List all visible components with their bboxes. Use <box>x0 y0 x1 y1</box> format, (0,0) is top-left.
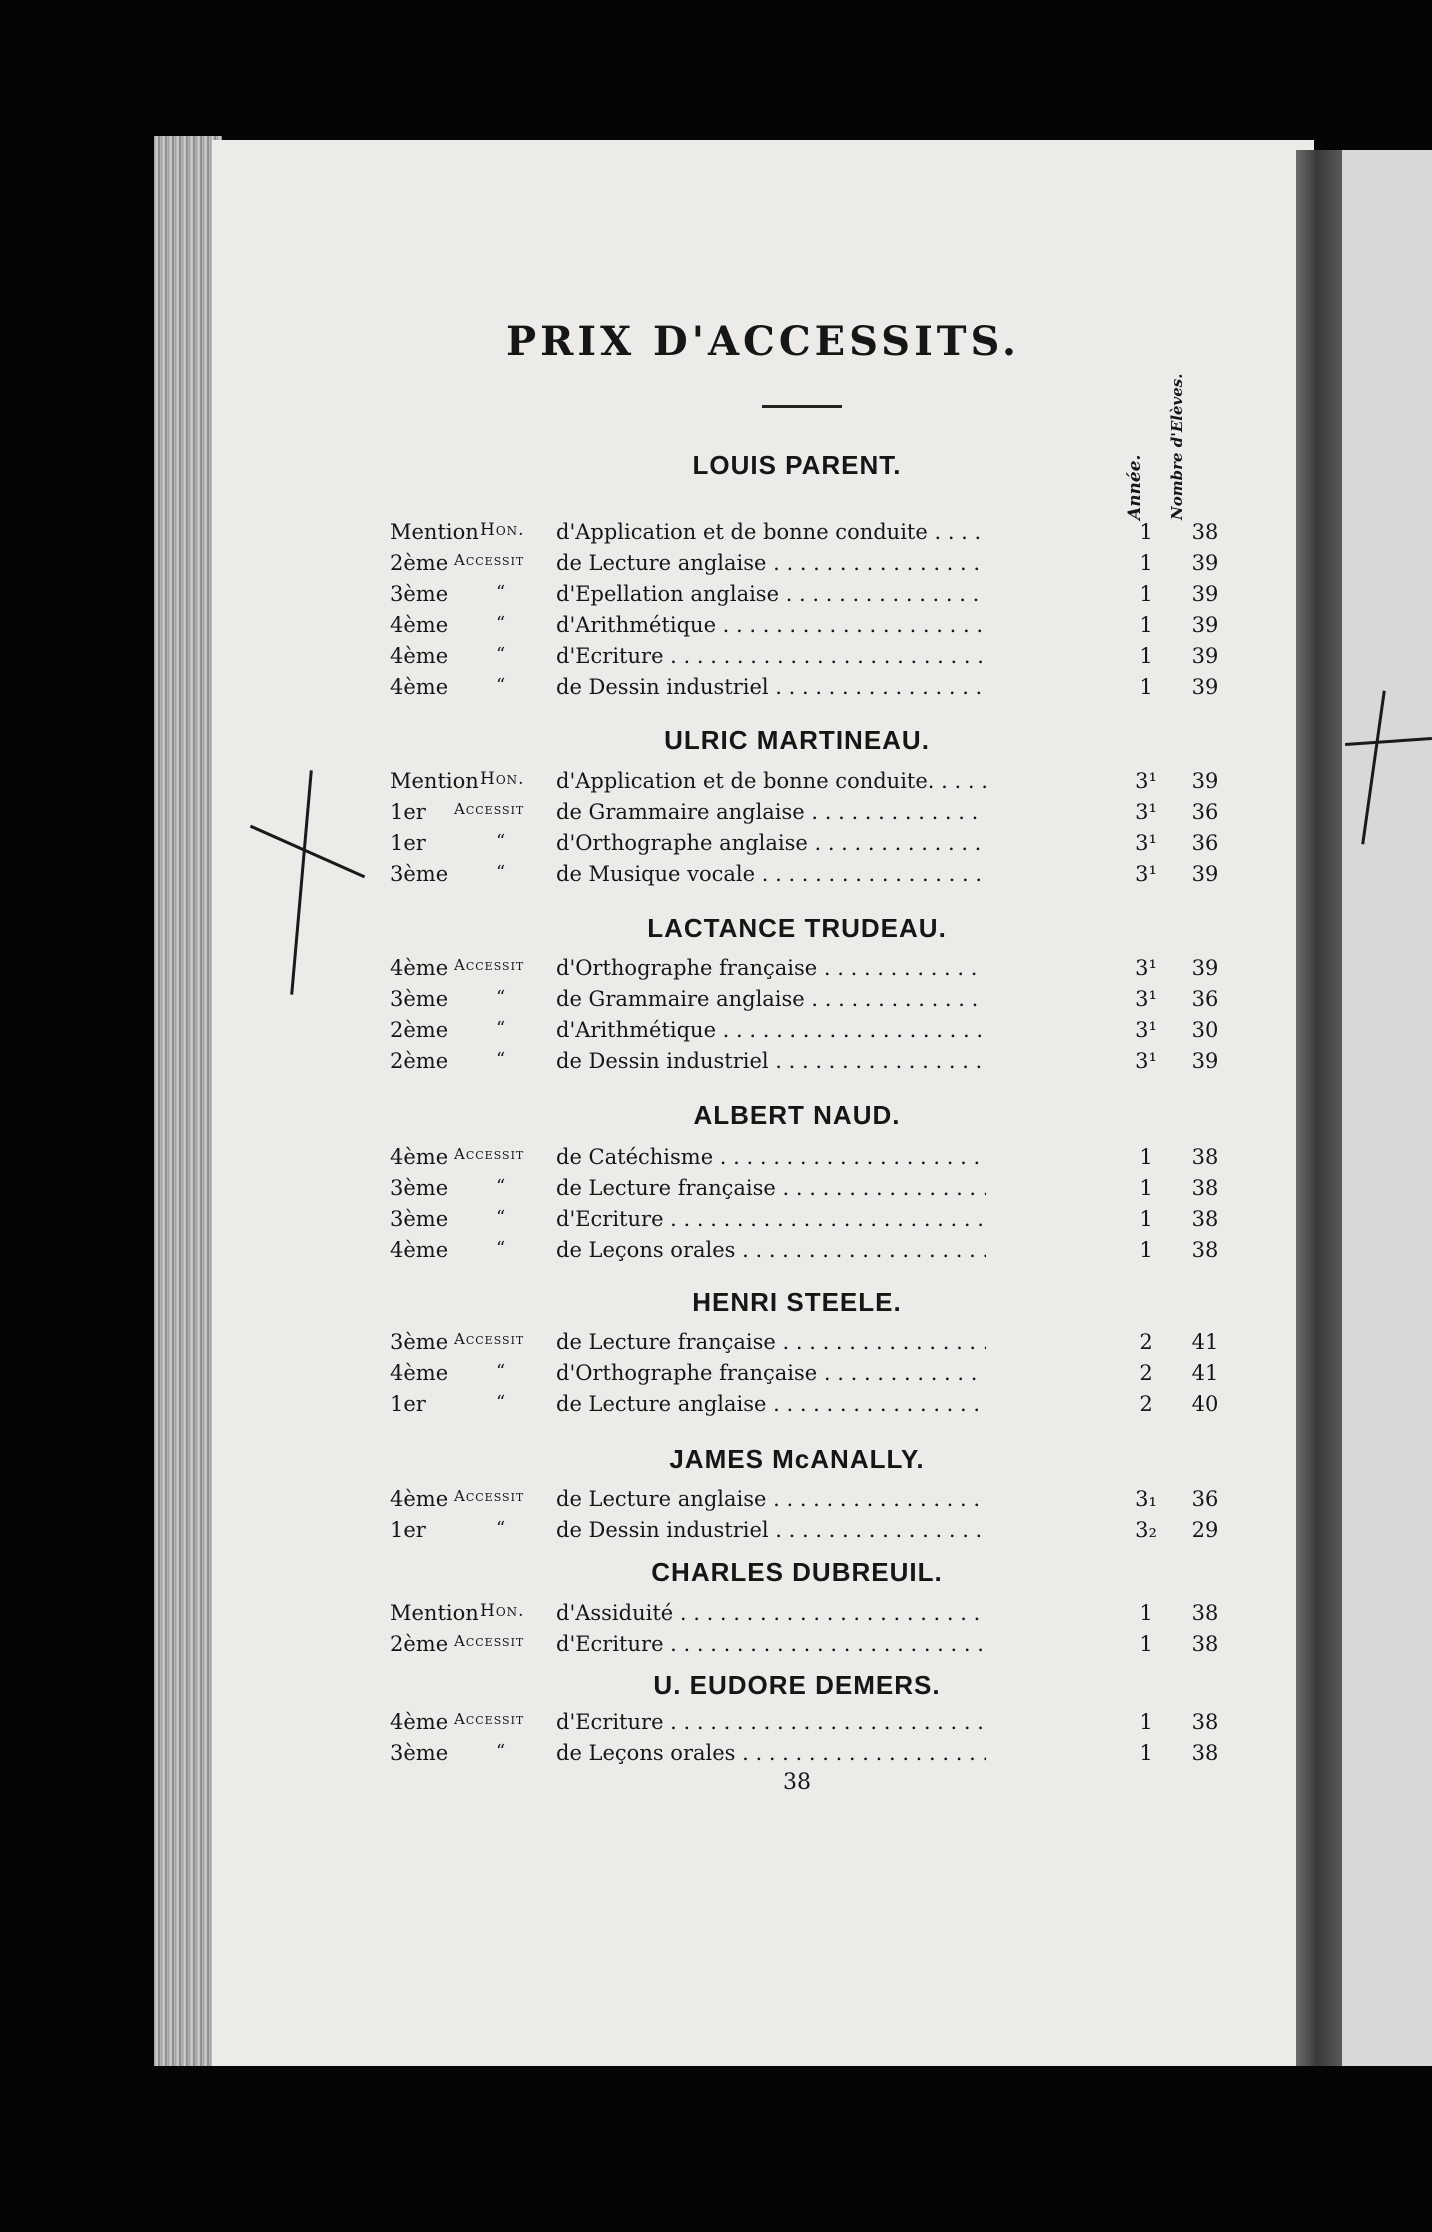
year-value: 3¹ <box>1135 862 1157 886</box>
student-count: 39 <box>1191 551 1219 575</box>
prize-type: Hon. <box>480 520 525 540</box>
rank-label: 3ème <box>390 582 449 606</box>
student-name: ULRIC MARTINEAU. <box>664 725 930 755</box>
prize-type: Hon. <box>480 1601 525 1621</box>
prize-subject: de Lecture française . . . <box>556 1330 986 1354</box>
prize-subject: de Lecture anglaise . . . <box>556 551 986 575</box>
prize-row <box>390 1207 1219 1237</box>
prize-row <box>390 1518 1219 1548</box>
prize-type: Accessit <box>454 956 525 974</box>
year-column-header: Année. <box>1125 454 1145 520</box>
rank-label: 2ème <box>390 1049 449 1073</box>
prize-subject: de Dessin industriel . . . <box>556 675 986 699</box>
prize-row <box>390 1049 1219 1079</box>
prize-type: “ <box>496 582 506 603</box>
student-count: 39 <box>1191 769 1219 793</box>
prize-type: “ <box>496 1238 506 1259</box>
prize-row <box>390 644 1219 674</box>
prize-subject: de Musique vocale . . . <box>556 862 986 886</box>
year-value: 2 <box>1139 1330 1153 1354</box>
student-count: 38 <box>1191 1207 1219 1231</box>
prize-row <box>390 862 1219 892</box>
student-count: 39 <box>1191 582 1219 606</box>
year-value: 3¹ <box>1135 956 1157 980</box>
prize-subject: de Lecture anglaise . . . <box>556 1392 986 1416</box>
prize-row <box>390 1601 1219 1631</box>
prize-subject: de Lecture anglaise . . . <box>556 1487 986 1511</box>
year-value: 3¹ <box>1135 831 1157 855</box>
prize-row <box>390 1361 1219 1391</box>
student-name: ALBERT NAUD. <box>693 1100 901 1130</box>
prize-subject: de Catéchisme . . . <box>556 1145 986 1169</box>
year-value: 1 <box>1139 551 1153 575</box>
student-count: 38 <box>1191 1710 1219 1734</box>
year-value: 1 <box>1139 1741 1153 1765</box>
rank-label: 3ème <box>390 862 449 886</box>
student-count: 40 <box>1191 1392 1219 1416</box>
prize-subject: d'Orthographe anglaise . . . <box>556 831 986 855</box>
rank-label: 2ème <box>390 1018 449 1042</box>
prize-subject: d'Ecriture . . . <box>556 1632 986 1656</box>
prize-type: Accessit <box>454 1632 525 1650</box>
rank-label: 2ème <box>390 1632 449 1656</box>
rank-label: 3ème <box>390 1207 449 1231</box>
prize-type: “ <box>496 675 506 696</box>
student-count: 38 <box>1191 1601 1219 1625</box>
student-count: 38 <box>1191 1176 1219 1200</box>
rank-label: Mention <box>390 769 479 793</box>
prize-subject: de Grammaire anglaise . . . <box>556 800 986 824</box>
student-count: 36 <box>1191 800 1219 824</box>
student-count: 39 <box>1191 862 1219 886</box>
prize-subject: d'Assiduité . . . <box>556 1601 986 1625</box>
prize-row <box>390 1238 1219 1268</box>
year-value: 3¹ <box>1135 769 1157 793</box>
rank-label: 4ème <box>390 1145 449 1169</box>
year-value: 1 <box>1139 582 1153 606</box>
student-count: 39 <box>1191 613 1219 637</box>
student-count: 39 <box>1191 956 1219 980</box>
year-value: 1 <box>1139 675 1153 699</box>
prize-type: “ <box>496 831 506 852</box>
prize-subject: d'Ecriture . . . <box>556 1710 986 1734</box>
year-value: 1 <box>1139 1207 1153 1231</box>
rank-label: 3ème <box>390 1741 449 1765</box>
rank-label: 1er <box>390 800 426 824</box>
year-value: 2 <box>1139 1361 1153 1385</box>
prize-type: “ <box>496 644 506 665</box>
prize-type: “ <box>496 1518 506 1539</box>
student-name: U. EUDORE DEMERS. <box>653 1670 941 1700</box>
prize-type: “ <box>496 1018 506 1039</box>
student-count: 38 <box>1191 520 1219 544</box>
prize-type: Accessit <box>454 1330 525 1348</box>
prize-row <box>390 520 1219 550</box>
prize-subject: d'Arithmétique . . . <box>556 1018 986 1042</box>
prize-row <box>390 1741 1219 1771</box>
rank-label: 4ème <box>390 613 449 637</box>
rank-label: 4ème <box>390 1361 449 1385</box>
prize-type: “ <box>496 613 506 634</box>
prize-row <box>390 1632 1219 1662</box>
rank-label: 4ème <box>390 675 449 699</box>
prize-row <box>390 800 1219 830</box>
prize-type: Accessit <box>454 551 525 569</box>
students-column-header: Nombre d'Elèves. <box>1168 373 1186 520</box>
prize-type: Accessit <box>454 800 525 818</box>
student-count: 36 <box>1191 987 1219 1011</box>
student-name: LOUIS PARENT. <box>692 450 902 480</box>
year-value: 1 <box>1139 1176 1153 1200</box>
prize-row <box>390 1176 1219 1206</box>
prize-type: “ <box>496 1361 506 1382</box>
prize-type: “ <box>496 1741 506 1762</box>
year-value: 3¹ <box>1135 1049 1157 1073</box>
prize-subject: d'Application et de bonne conduite . . . <box>556 520 986 544</box>
rank-label: 3ème <box>390 987 449 1011</box>
student-count: 36 <box>1191 1487 1219 1511</box>
year-value: 2 <box>1139 1392 1153 1416</box>
prize-row <box>390 613 1219 643</box>
rank-label: 4ème <box>390 1238 449 1262</box>
prize-row <box>390 769 1219 799</box>
prize-type: “ <box>496 987 506 1008</box>
student-count: 38 <box>1191 1632 1219 1656</box>
prize-type: “ <box>496 1049 506 1070</box>
prize-subject: de Dessin industriel . . . <box>556 1518 986 1542</box>
prize-type: Accessit <box>454 1710 525 1728</box>
prize-row <box>390 675 1219 705</box>
student-count: 30 <box>1191 1018 1219 1042</box>
prize-row <box>390 582 1219 612</box>
student-count: 39 <box>1191 644 1219 668</box>
rank-label: 3ème <box>390 1330 449 1354</box>
page-title: PRIX D'ACCESSITS. <box>506 318 1020 365</box>
prize-row <box>390 831 1219 861</box>
student-name: JAMES McANALLY. <box>669 1444 925 1474</box>
year-value: 1 <box>1139 520 1153 544</box>
student-count: 29 <box>1191 1518 1219 1542</box>
prize-subject: d'Application et de bonne conduite. . . . <box>556 769 986 793</box>
prize-subject: d'Ecriture . . . <box>556 1207 986 1231</box>
prize-type: “ <box>496 862 506 883</box>
prize-subject: de Leçons orales . . . <box>556 1741 986 1765</box>
prize-row <box>390 1487 1219 1517</box>
year-value: 3¹ <box>1135 987 1157 1011</box>
prize-type: Accessit <box>454 1487 525 1505</box>
year-value: 1 <box>1139 1632 1153 1656</box>
student-count: 38 <box>1191 1741 1219 1765</box>
rank-label: 4ème <box>390 644 449 668</box>
rank-label: Mention <box>390 1601 479 1625</box>
year-value: 1 <box>1139 1145 1153 1169</box>
prize-row <box>390 1392 1219 1422</box>
prize-subject: d'Arithmétique . . . <box>556 613 986 637</box>
prize-row <box>390 1145 1219 1175</box>
prize-type: “ <box>496 1207 506 1228</box>
rank-label: 1er <box>390 1392 426 1416</box>
rank-label: 3ème <box>390 1176 449 1200</box>
prize-subject: de Dessin industriel . . . <box>556 1049 986 1073</box>
rank-label: 4ème <box>390 1710 449 1734</box>
student-count: 41 <box>1191 1361 1219 1385</box>
rank-label: Mention <box>390 520 479 544</box>
prize-row <box>390 956 1219 986</box>
year-value: 3¹ <box>1135 800 1157 824</box>
prize-subject: de Lecture française . . . <box>556 1176 986 1200</box>
title-rule <box>762 405 842 408</box>
student-name: LACTANCE TRUDEAU. <box>647 913 947 943</box>
prize-subject: d'Orthographe française . . . <box>556 956 986 980</box>
student-name: HENRI STEELE. <box>692 1287 902 1317</box>
prize-row <box>390 987 1219 1017</box>
student-count: 36 <box>1191 831 1219 855</box>
prize-subject: d'Orthographe française . . . <box>556 1361 986 1385</box>
prize-type: “ <box>496 1392 506 1413</box>
prize-type: Hon. <box>480 769 525 789</box>
rank-label: 2ème <box>390 551 449 575</box>
prize-subject: de Grammaire anglaise . . . <box>556 987 986 1011</box>
student-count: 41 <box>1191 1330 1219 1354</box>
prize-row <box>390 1018 1219 1048</box>
year-value: 1 <box>1139 1238 1153 1262</box>
year-value: 3¹ <box>1135 1018 1157 1042</box>
student-count: 38 <box>1191 1145 1219 1169</box>
student-count: 39 <box>1191 675 1219 699</box>
rank-label: 1er <box>390 1518 426 1542</box>
rank-label: 4ème <box>390 1487 449 1511</box>
year-value: 1 <box>1139 613 1153 637</box>
rank-label: 4ème <box>390 956 449 980</box>
student-count: 39 <box>1191 1049 1219 1073</box>
prize-row <box>390 1330 1219 1360</box>
prize-type: Accessit <box>454 1145 525 1163</box>
prize-row <box>390 1710 1219 1740</box>
year-value: 1 <box>1139 1601 1153 1625</box>
rank-label: 1er <box>390 831 426 855</box>
year-value: 1 <box>1139 644 1153 668</box>
prize-subject: d'Epellation anglaise . . . <box>556 582 986 606</box>
student-name: CHARLES DUBREUIL. <box>651 1557 943 1587</box>
page-number: 38 <box>783 1770 811 1795</box>
prize-subject: de Leçons orales . . . <box>556 1238 986 1262</box>
year-value: 3₁ <box>1135 1487 1157 1511</box>
year-value: 3₂ <box>1135 1518 1157 1542</box>
prize-type: “ <box>496 1176 506 1197</box>
student-count: 38 <box>1191 1238 1219 1262</box>
prize-row <box>390 551 1219 581</box>
year-value: 1 <box>1139 1710 1153 1734</box>
prize-subject: d'Ecriture . . . <box>556 644 986 668</box>
